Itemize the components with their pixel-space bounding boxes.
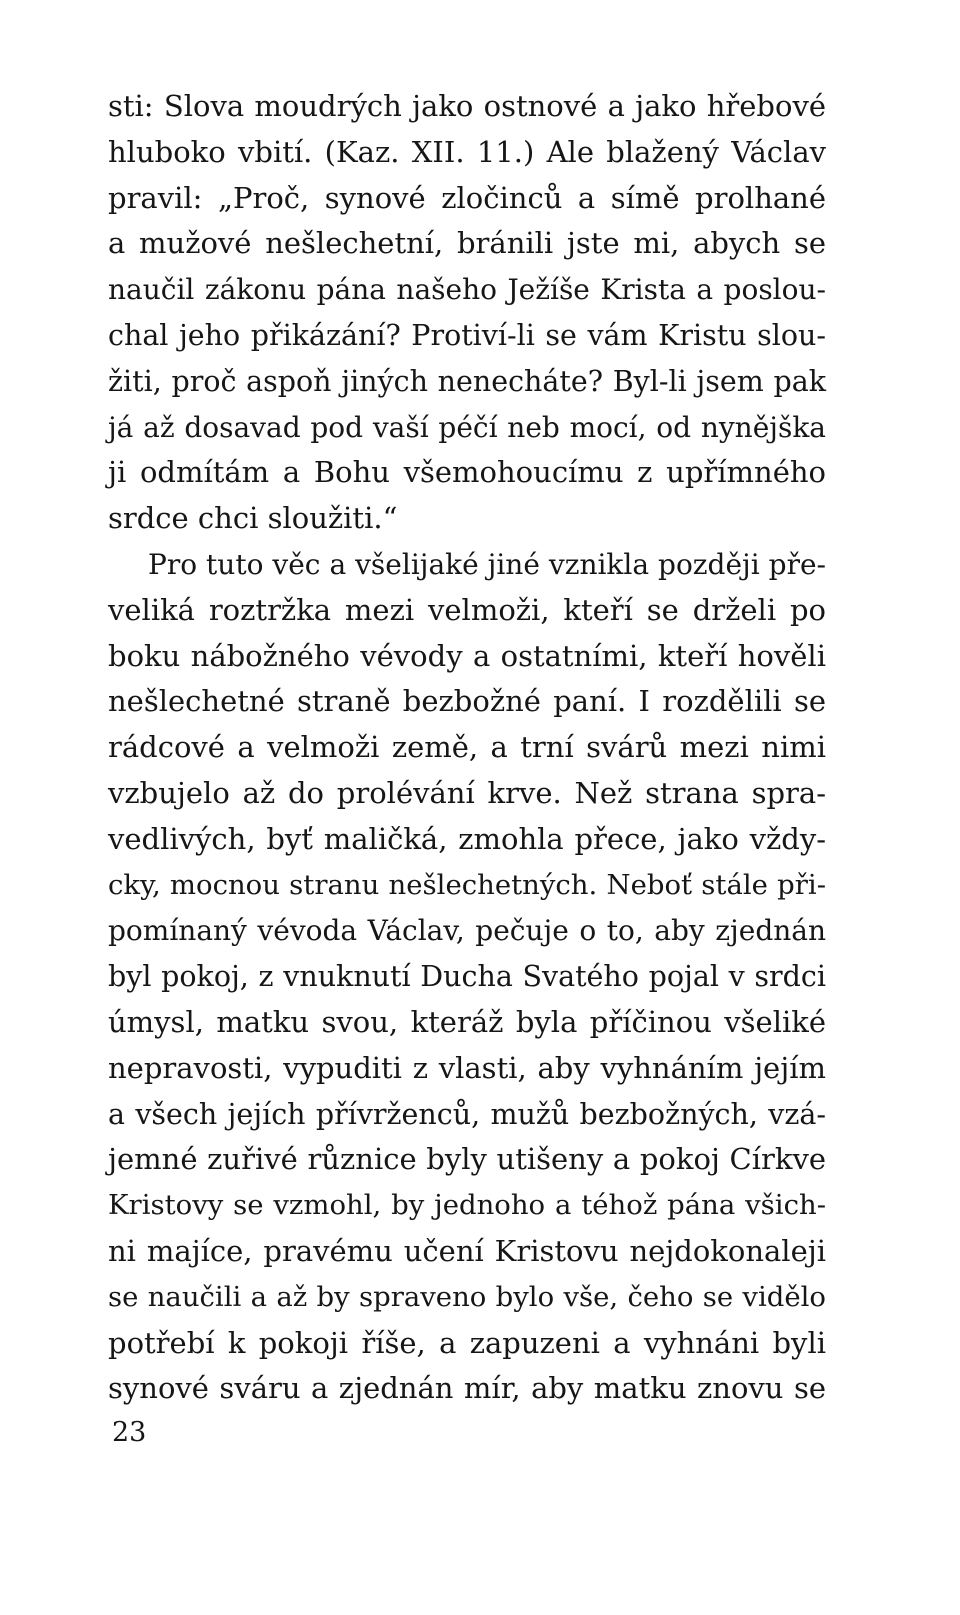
text-line: pomínaný vévoda Václav, pečuje o to, aby zjednán — [108, 914, 826, 948]
text-line: nepravosti, vypuditi z vlasti, aby vyhnáním jejím — [108, 1050, 826, 1085]
text-line: veliká roztržka mezi velmoži, kteří se drželi po — [108, 592, 826, 627]
text-line: vzbujelo až do prolévání krve. Než strana spra- — [108, 775, 826, 810]
text-line: žiti, proč aspoň jiných nenecháte? Byl-li jsem pak — [108, 364, 826, 398]
text-line: pravil: „Proč, synové zločinců a símě prolhané — [108, 180, 826, 215]
text-line: synové sváru a zjednán mír, aby matku znovu se — [108, 1371, 826, 1406]
text-line: a všech jejích přívrženců, mužů bezbožných, vzá- — [108, 1097, 826, 1131]
text-line: potřebí k pokoji říše, a zapuzeni a vyhnáni byli — [108, 1325, 826, 1360]
text-line: cky, mocnou stranu nešlechetných. Neboť stále při- — [108, 868, 826, 901]
text-line: ji odmítám a Bohu všemohoucímu z upřímného — [108, 455, 826, 490]
page-number: 23 — [112, 1417, 147, 1448]
text-line: hluboko vbití. (Kaz. XII. 11.) Ale blažený Václav — [108, 134, 826, 169]
text-line: sti: Slova moudrých jako ostnové a jako hřebové — [108, 89, 826, 123]
text-line: úmysl, matku svou, kteráž byla příčinou všeliké — [108, 1004, 826, 1039]
paragraph-1 — [108, 84, 826, 542]
text-line: srdce chci sloužiti.“ — [108, 501, 398, 536]
text-line: naučil zákonu pána našeho Ježíše Krista a poslou- — [108, 273, 826, 307]
text-line: rádcové a velmoži země, a trní svárů mezi nimi — [108, 730, 826, 765]
paragraph-2 — [108, 542, 826, 1412]
text-line: se naučili a až by spraveno bylo vše, čeho se vidělo — [108, 1280, 826, 1313]
text-line: vedlivých, byť maličká, zmohla přece, jako vždy- — [108, 821, 826, 856]
text-line: nešlechetné straně bezbožné paní. I rozdělili se — [108, 684, 826, 719]
text-line: chal jeho přikázání? Protiví-li se vám Kristu slou- — [108, 318, 826, 352]
text-line: Pro tuto věc a všelijaké jiné vznikla později pře- — [148, 547, 826, 581]
text-line: já až dosavad pod vaší péčí neb mocí, od nynějška — [108, 410, 826, 444]
text-line: a mužové nešlechetní, bránili jste mi, abych se — [108, 226, 826, 261]
text-line: byl pokoj, z vnuknutí Ducha Svatého pojal v srdci — [108, 960, 826, 994]
text-line: ni majíce, pravému učení Kristovu nejdokonaleji — [108, 1233, 826, 1268]
text-line: Kristovy se vzmohl, by jednoho a téhož pána všich- — [108, 1189, 826, 1222]
text-line: boku nábožného vévody a ostatními, kteří hověli — [108, 638, 826, 673]
body-text — [108, 84, 826, 1412]
text-line: jemné zuřivé různice byly utišeny a pokoj Církve — [108, 1142, 826, 1177]
